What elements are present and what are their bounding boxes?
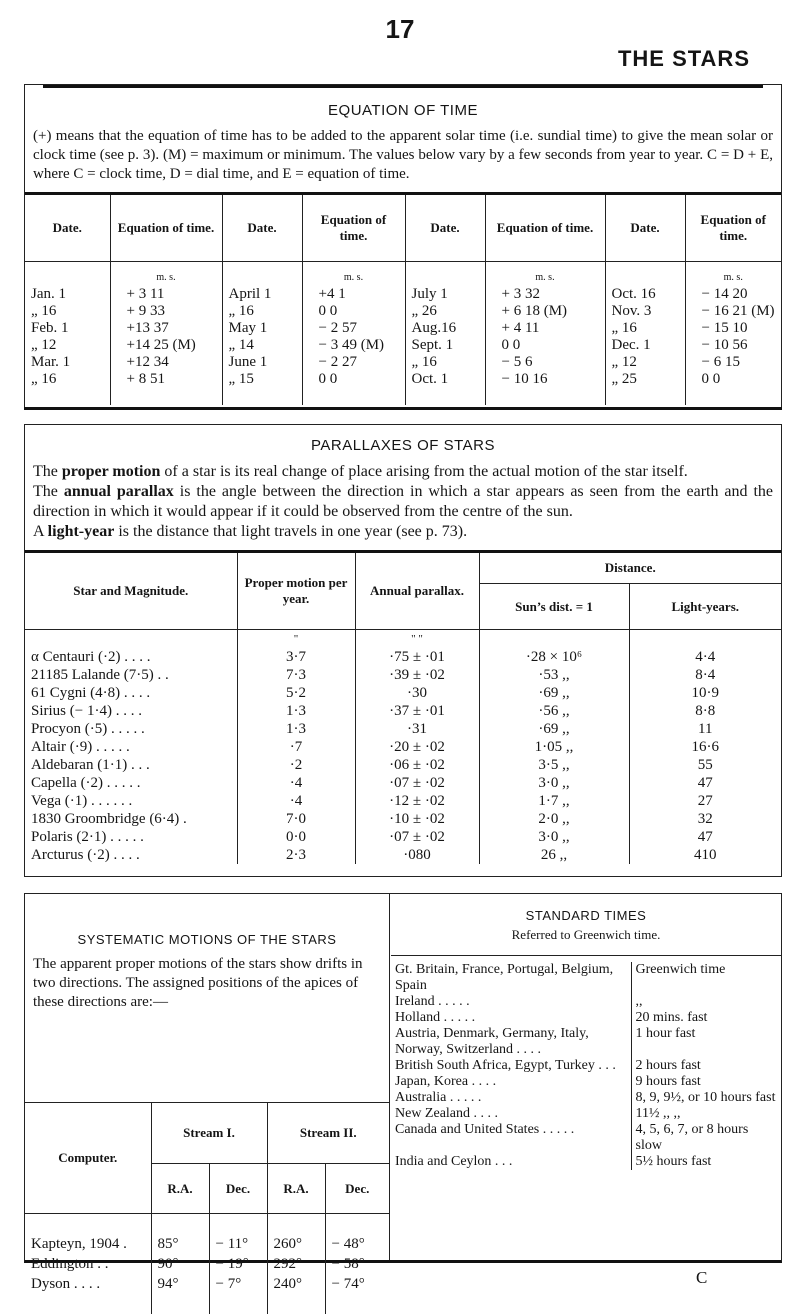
running-head: THE STARS [617, 46, 750, 71]
col-header: Equation of time. [685, 195, 781, 262]
col-header: Star and Magnitude. [25, 553, 237, 630]
table-row: α Centauri (·2) . . . . 3·7 ·75 ± ·01 ·28 × 10⁶ 4·4 [25, 648, 781, 666]
table-row: Ireland . . . . . ,, [391, 994, 781, 1010]
unit-label: m. s. [110, 262, 222, 287]
col-header: Date. [222, 195, 302, 262]
table-row: Aldebaran (1·1) . . . ·2 ·06 ± ·02 3·5 ,, 55 [25, 756, 781, 774]
col-header: R.A. [267, 1164, 325, 1214]
table-row: Procyon (·5) . . . . . 1·3 ·31 ·69 ,, 11 [25, 720, 781, 738]
section-title: SYSTEMATIC MOTIONS OF THE STARS [77, 932, 337, 947]
footer-signature: C [696, 1268, 708, 1287]
table-row: Australia . . . . . 8, 9, 9½, or 10 hours fast [391, 1090, 781, 1106]
intro-paragraph: (+) means that the equation of time has to be added to the apparent solar time (i.e. sundial time) to give the mean solar or clock time (see p. 3). (M) = maximum or minimum. The values below vary by a few seconds from year to year. C = D + E, where C = clock time, D = dial time, and E = equation of time. [33, 128, 773, 182]
light-year-definition: A light-year is the distance that light travels in one year (see p. 73). [33, 523, 468, 540]
table-row: Kapteyn, 1904 . 85° − 11° 260° − 48° [25, 1234, 389, 1254]
table-row: India and Ceylon . . . 5½ hours fast [391, 1154, 781, 1170]
page-number: 17 [385, 14, 415, 44]
apices-table [25, 1102, 389, 1314]
divider [24, 407, 782, 410]
table-row: „ 16 + 9 33 „ 16 0 0 „ 26 + 6 18 (M) Nov. 3 − 16 21 (M) [25, 303, 781, 320]
col-header: Date. [605, 195, 685, 262]
table-row: 61 Cygni (4·8) . . . . 5·2 ·30 ·69 ,, 10·9 [25, 684, 781, 702]
unit-label: " [237, 630, 355, 649]
col-header: Proper motion per year. [237, 553, 355, 630]
table-row: Vega (·1) . . . . . . ·4 ·12 ± ·02 1·7 ,, 27 [25, 792, 781, 810]
table-row: Holland . . . . . 20 mins. fast [391, 1010, 781, 1026]
col-header: R.A. [151, 1164, 209, 1214]
col-header: Annual parallax. [355, 553, 479, 630]
table-row: 21185 Lalande (7·5) . . 7·3 ·39 ± ·02 ·53 ,, 8·4 [25, 666, 781, 684]
col-header: Dec. [325, 1164, 389, 1214]
unit-label: m. s. [723, 272, 743, 283]
table-row: Capella (·2) . . . . . ·4 ·07 ± ·02 3·0 ,, 47 [25, 774, 781, 792]
table-row: Polaris (2·1) . . . . . 0·0 ·07 ± ·02 3·0 ,, 47 [25, 828, 781, 846]
parallaxes-box [24, 424, 782, 877]
table-row: Gt. Britain, France, Portugal, Belgium, Spain Greenwich time [391, 962, 781, 994]
table-row: Canada and United States . . . . . 4, 5, 6, 7, or 8 hours slow [391, 1122, 781, 1154]
table-row: Feb. 1 +13 37 May 1 − 2 57 Aug.16 + 4 11 „ 16 − 15 10 [25, 320, 781, 337]
table-row: Jan. 1 + 3 11 April 1 +4 1 July 1 + 3 32 Oct. 16 − 14 20 [25, 286, 781, 303]
col-header: Dec. [209, 1164, 267, 1214]
table-row: Dyson . . . . 94° − 7° 240° − 74° [25, 1274, 389, 1294]
equation-table [25, 195, 781, 405]
table-row: „ 16 + 8 51 „ 15 0 0 Oct. 1 − 10 16 „ 25 0 0 [25, 371, 781, 388]
col-header: Stream I. [151, 1103, 267, 1164]
col-header: Equation of time. [302, 195, 405, 262]
col-header: Date. [405, 195, 485, 262]
unit-label: " " [355, 630, 479, 649]
col-header: Light-years. [629, 584, 781, 630]
col-header: Distance. [479, 553, 781, 584]
standard-times-table [391, 962, 781, 1170]
col-header: Computer. [25, 1103, 151, 1214]
systematic-motions-panel [25, 894, 390, 1292]
table-row: Sirius (− 1·4) . . . . 1·3 ·37 ± ·01 ·56 ,, 8·8 [25, 702, 781, 720]
proper-motion-definition: The proper motion of a star is its real change of place arising from the actual motion of the star itself. [33, 463, 688, 480]
table-row: Japan, Korea . . . . 9 hours fast [391, 1074, 781, 1090]
col-header: Equation of time. [110, 195, 222, 262]
col-header: Equation of time. [485, 195, 605, 262]
subtitle: Referred to Greenwich time. [511, 927, 661, 942]
systematic-text: The apparent proper motions of the stars show drifts in two directions. The assigned positions of the apices of these directions are:— [33, 956, 363, 1010]
table-row: Mar. 1 +12 34 June 1 − 2 27 „ 16 − 5 6 „ 12 − 6 15 [25, 354, 781, 371]
table-row: Altair (·9) . . . . . ·7 ·20 ± ·02 1·05 ,, 16·6 [25, 738, 781, 756]
table-row: „ 12 +14 25 (M) „ 14 − 3 49 (M) Sept. 1 0 0 Dec. 1 − 10 56 [25, 337, 781, 354]
section-title: STANDARD TIMES [525, 908, 647, 923]
section-title: EQUATION OF TIME [328, 102, 478, 119]
bottom-box [24, 893, 782, 1292]
section-title: PARALLAXES OF STARS [311, 437, 495, 454]
unit-label: m. s. [485, 262, 605, 287]
table-row: Austria, Denmark, Germany, Italy, Norway, Switzerland . . . . 1 hour fast [391, 1026, 781, 1058]
parallax-table [25, 553, 781, 864]
table-row: 1830 Groombridge (6·4) . 7·0 ·10 ± ·02 2·0 ,, 32 [25, 810, 781, 828]
table-row: Eddington . . 90° − 19° 292° − 58° [25, 1254, 389, 1274]
table-row: Arcturus (·2) . . . . 2·3 ·080 26 ,, 410 [25, 846, 781, 864]
col-header: Stream II. [267, 1103, 389, 1164]
standard-times-panel [391, 894, 781, 1260]
table-row: British South Africa, Egypt, Turkey . . . 2 hours fast [391, 1058, 781, 1074]
equation-of-time-box [24, 84, 782, 410]
annual-parallax-definition: The annual parallax is the angle between the direction in which a star appears as seen from the earth and the direction in which it would appear if it could be observed from the centre of the sun. [33, 483, 774, 520]
table-row: New Zealand . . . . 11½ ,, ,, [391, 1106, 781, 1122]
unit-label: m. s. [302, 262, 405, 287]
col-header: Date. [25, 195, 110, 262]
col-header: Sun’s dist. = 1 [479, 584, 629, 630]
